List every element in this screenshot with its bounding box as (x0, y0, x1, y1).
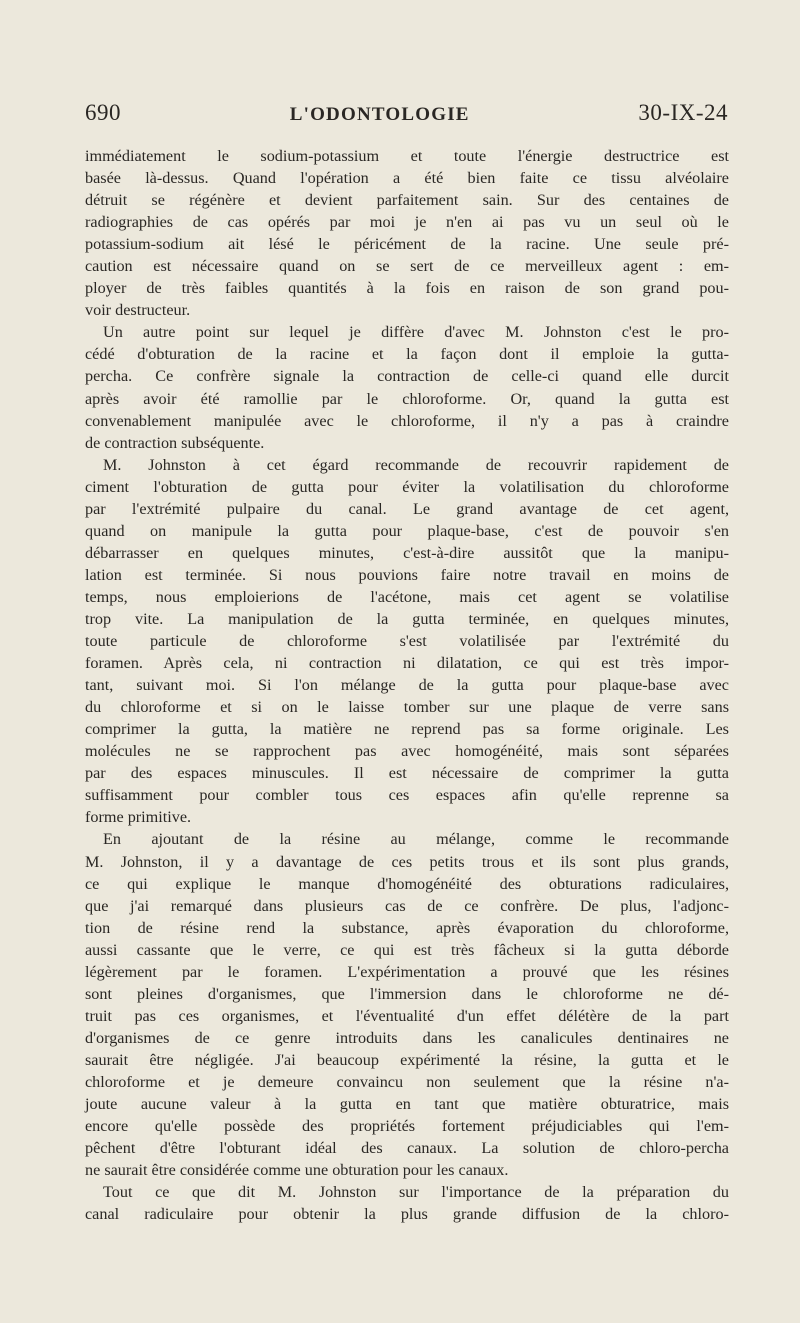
text-line: pêchent d'être l'obturant idéal des canaux. La solution de chloro-percha (85, 1139, 729, 1158)
text-line: lation est terminée. Si nous pouvions faire notre travail en moins de (85, 565, 729, 584)
text-line: d'organismes de ce genre introduits dans les canalicules dentinaires ne (85, 1028, 729, 1047)
text-line: tion de résine rend la substance, après évaporation du chloroforme, (85, 918, 729, 937)
issue-date: 30-IX-24 (638, 100, 728, 125)
text-line: suffisamment pour combler tous ces espaces afin qu'elle reprenne sa (85, 786, 729, 805)
text-line: ne saurait être considérée comme une obturation pour les canaux. (85, 1161, 509, 1180)
text-line: saurait être négligée. J'ai beaucoup expérimenté la résine, la gutta et le (85, 1050, 729, 1069)
text-line: toute particule de chloroforme s'est volatilisée par l'extrémité du (85, 632, 729, 651)
text-line: légèrement par le foramen. L'expérimentation a prouvé que les résines (85, 962, 729, 981)
text-line: chloroforme et je demeure convaincu non seulement que la résine n'a- (85, 1072, 729, 1091)
text-line: par des espaces minuscules. Il est nécessaire de comprimer la gutta (85, 764, 729, 783)
text-line: trop vite. La manipulation de la gutta terminée, en quelques minutes, (85, 609, 729, 628)
text-line: comprimer la gutta, la matière ne reprend pas sa forme originale. Les (85, 720, 729, 739)
text-line: tant, suivant moi. Si l'on mélange de la gutta pour plaque-base avec (85, 676, 729, 695)
text-line: ployer de très faibles quantités à la fois en raison de son grand pou- (85, 279, 729, 298)
text-line: quand on manipule la gutta pour plaque-base, c'est de pouvoir s'en (85, 521, 729, 540)
text-line: détruit se régénère et devient parfaitement sain. Sur des centaines de (85, 191, 729, 210)
text-line: après avoir été ramollie par le chloroforme. Or, quand la gutta est (85, 389, 729, 408)
text-line: foramen. Après cela, ni contraction ni dilatation, ce qui est très impor- (85, 654, 729, 673)
text-line: Un autre point sur lequel je diffère d'avec M. Johnston c'est le pro- (103, 323, 729, 342)
text-line: temps, nous emploierions de l'acétone, mais cet agent se volatilise (85, 587, 729, 606)
text-line: aussi cassante que le verre, ce qui est très fâcheux si la gutta déborde (85, 940, 729, 959)
text-line: Tout ce que dit M. Johnston sur l'importance de la préparation du (103, 1183, 729, 1202)
page-number: 690 (85, 100, 121, 125)
journal-title: L'ODONTOLOGIE (289, 104, 470, 125)
text-line: percha. Ce confrère signale la contraction de celle-ci quand elle durcit (85, 367, 729, 386)
text-line: canal radiculaire pour obtenir la plus grande diffusion de la chloro- (85, 1205, 729, 1224)
text-line: M. Johnston à cet égard recommande de recouvrir rapidement de (103, 455, 729, 474)
text-line: débarrasser en quelques minutes, c'est-à-dire aussitôt que la manipu- (85, 543, 729, 562)
body-text (85, 145, 729, 1225)
text-line: caution est nécessaire quand on se sert de ce merveilleux agent : em- (85, 257, 729, 276)
text-line: immédiatement le sodium-potassium et toute l'énergie destructrice est (85, 147, 729, 165)
text-line: du chloroforme et si on le laisse tomber sur une plaque de verre sans (85, 698, 729, 717)
text-line: ce qui explique le manque d'homogénéité des obturations radiculaires, (85, 874, 729, 893)
text-line: radiographies de cas opérés par moi je n'en ai pas vu un seul où le (85, 213, 729, 232)
text-line: cédé d'obturation de la racine et la façon dont il emploie la gutta- (85, 345, 729, 364)
text-line: basée là-dessus. Quand l'opération a été bien faite ce tissu alvéolaire (85, 169, 729, 188)
text-line: sont pleines d'organismes, que l'immersion dans le chloroforme ne dé- (85, 984, 729, 1003)
text-line: encore qu'elle possède des propriétés fortement préjudiciables qui l'em- (85, 1117, 729, 1136)
text-line: potassium-sodium ait lésé le péricément de la racine. Une seule pré- (85, 235, 729, 254)
running-header (85, 100, 728, 136)
text-line: voir destructeur. (85, 301, 191, 320)
text-line: forme primitive. (85, 808, 192, 827)
text-line: par l'extrémité pulpaire du canal. Le grand avantage de cet agent, (85, 499, 729, 518)
text-line: joute aucune valeur à la gutta en tant que matière obturatrice, mais (85, 1095, 729, 1114)
text-line: molécules ne se rapprochent pas avec homogénéité, mais sont séparées (85, 742, 729, 761)
text-line: convenablement manipulée avec le chloroforme, il n'y a pas à craindre (85, 411, 729, 430)
text-line: truit pas ces organismes, et l'éventualité d'un effet délétère de la part (85, 1006, 729, 1025)
text-line: ciment l'obturation de gutta pour éviter la volatilisation du chloroforme (85, 477, 729, 496)
text-line: que j'ai remarqué dans plusieurs cas de ce confrère. De plus, l'adjonc- (85, 896, 729, 915)
text-line: de contraction subséquente. (85, 433, 265, 452)
text-line: En ajoutant de la résine au mélange, comme le recommande (103, 830, 729, 849)
text-line: M. Johnston, il y a davantage de ces petits trous et ils sont plus grands, (85, 852, 729, 871)
